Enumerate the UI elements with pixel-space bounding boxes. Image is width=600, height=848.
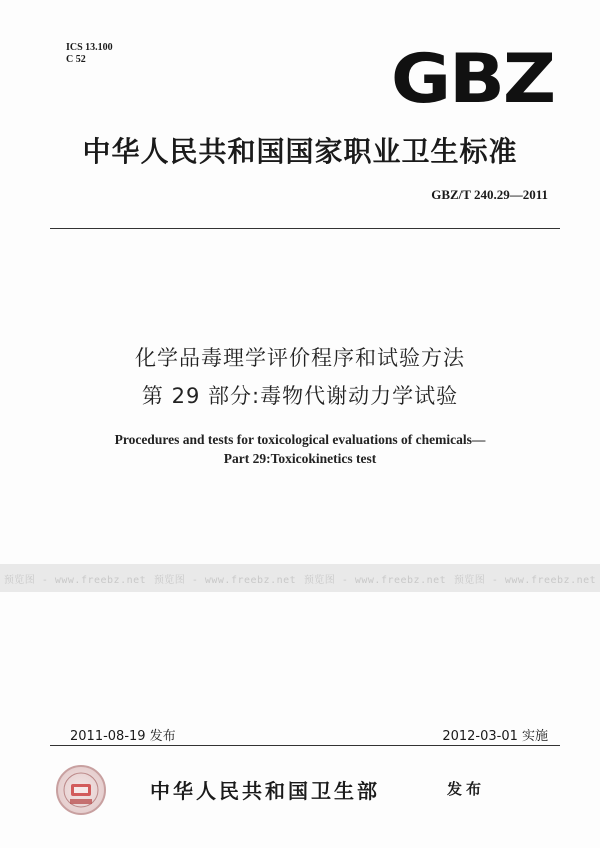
anti-counterfeit-seal-icon [56,765,106,815]
publisher-name: 中华人民共和国卫生部 [150,779,380,803]
ics-code: ICS 13.100 [66,42,113,53]
english-title-line-1: Procedures and tests for toxicological evaluations of chemicals— [114,432,486,447]
watermark-text: 预览图 - www.freebz.net [453,574,597,586]
bottom-divider [50,745,560,746]
seal-graphic [58,767,104,813]
watermark-text: 预览图 - www.freebz.net [153,574,297,586]
watermark-text: 预览图 - www.freebz.net [303,574,447,586]
chinese-title-line-2: 第 29 部分:毒物代谢动力学试验 [141,384,459,408]
issue-date: 2011-08-19 发布 [70,729,176,744]
chinese-title-line-1: 化学品毒理学评价程序和试验方法 [135,346,465,370]
watermark-band [0,564,600,592]
watermark-text: 预览图 - www.freebz.net [3,574,147,586]
english-title-line-2: Part 29:Toxicokinetics test [223,451,377,466]
top-divider [50,228,560,229]
implementation-date: 2012-03-01 实施 [442,729,548,744]
publish-label: 发布 [447,780,486,798]
standard-code: GBZ/T 240.29—2011 [431,187,548,202]
standard-category-title: 中华人民共和国国家职业卫生标准 [82,135,518,168]
gbz-logo: GBZ [390,40,554,119]
ccs-code: C 52 [66,54,86,65]
classification-codes [66,42,113,66]
